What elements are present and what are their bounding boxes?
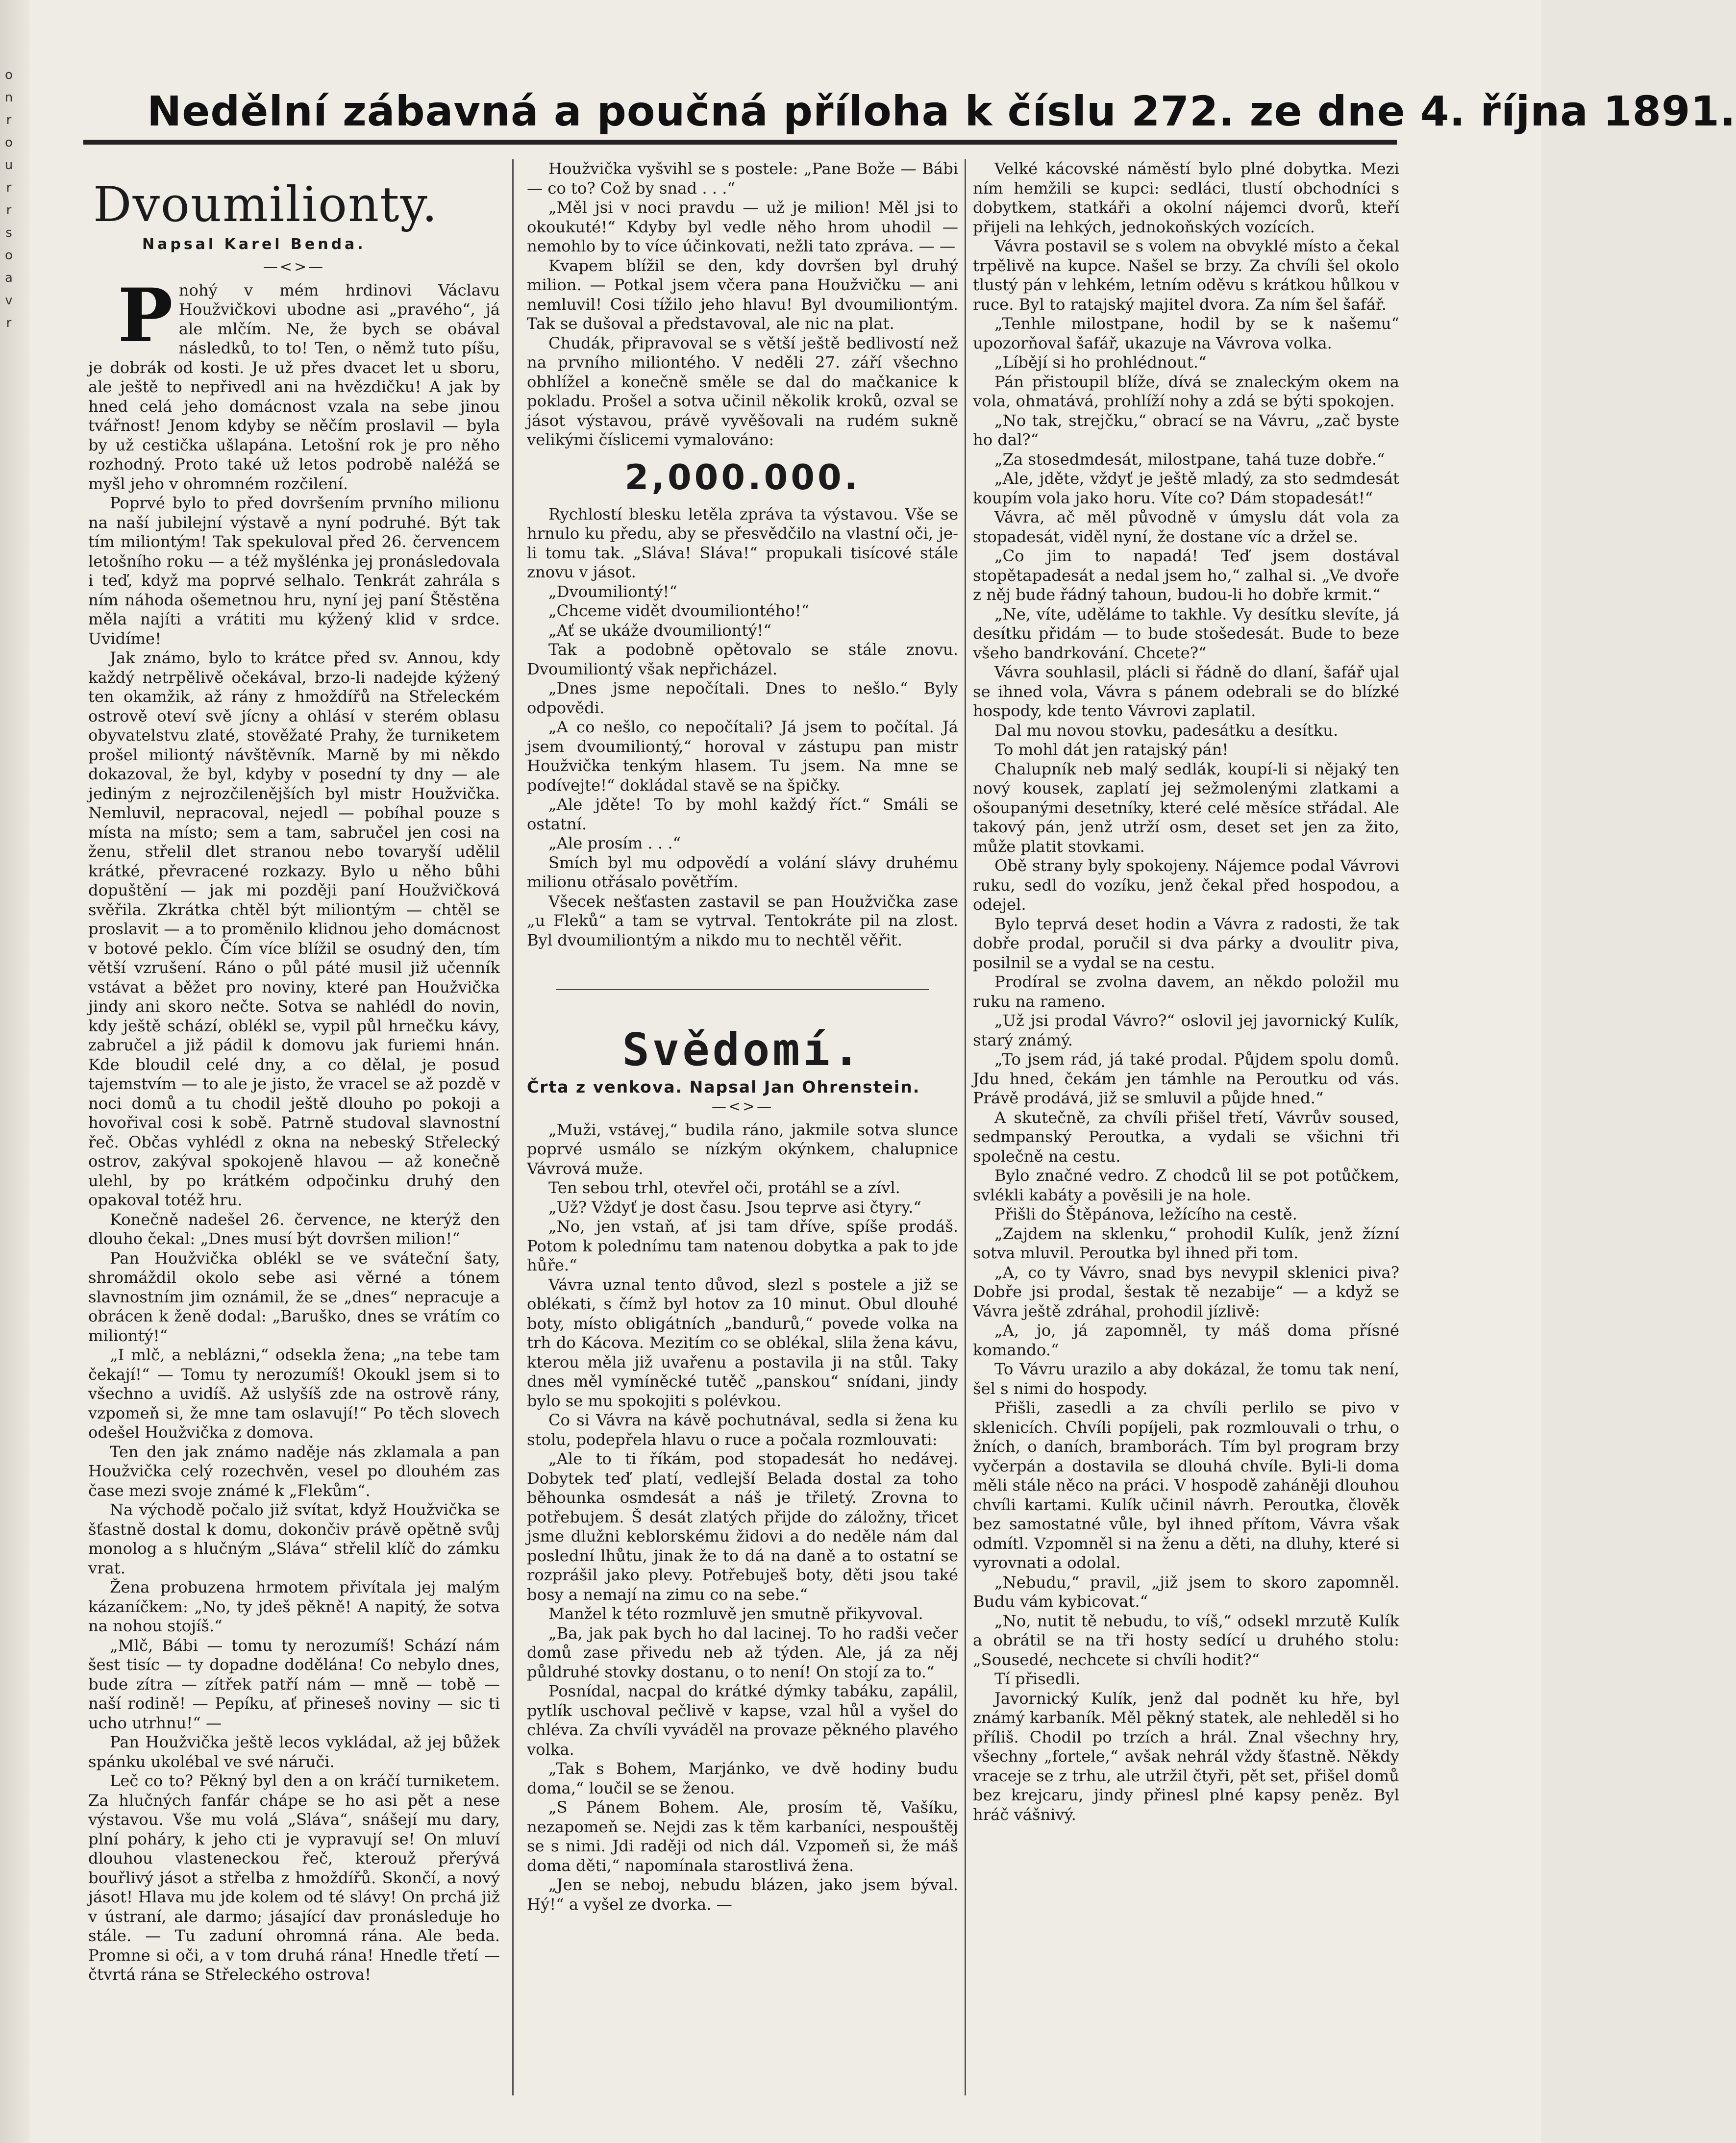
edge-marks: [2, 64, 16, 334]
story-title: Svědomí.: [622, 1023, 863, 1076]
edge-mark: r: [6, 203, 12, 218]
paragraph: Smích byl mu odpovědí a volání slávy druhému milionu otřásalo povětřím.: [527, 853, 958, 891]
paragraph: „Už jsi prodal Vávro?“ oslovil jej javornický Kulík, starý známý.: [973, 1011, 1399, 1049]
paragraph: Co si Vávra na kávě pochutnával, sedla si žena ku stolu, podepřela hlavu o ruce a počala rozmlouvati:: [527, 1411, 958, 1449]
paragraph: Pan Houžvička oblékl se ve sváteční šaty, shromáždil okolo sebe asi věrné a tónem slavnostním jim oznámil, že se „dnes“ nepracuje a obrácen k ženě dodal: „Baruško, dnes se vrátím co miliontý!“: [88, 1248, 500, 1345]
paragraph: Prodíral se zvolna davem, an někdo položil mu ruku na rameno.: [973, 972, 1399, 1011]
paragraph: Vávra souhlasil, plácli si řádně do dlaní, šafář ujal se ihned vola, Vávra s pánem odebrali se do blízké hospody, kde tento Vávrovi zaplatil.: [973, 663, 1399, 720]
paragraph: Všecek nešťasten zastavil se pan Houžvička zase „u Fleků“ a tam se vytrval. Tentokráte pil na zlost. Byl dvoumiliontým a nikdo mu to nechtěl věřit.: [527, 892, 958, 949]
page-edge-strip: [0, 0, 29, 2143]
paragraph: „Ale prosím . . .“: [548, 834, 681, 852]
paragraph: „Dvoumiliontý!“: [548, 582, 677, 601]
paragraph: Přišli, zasedli a za chvíli perlilo se pivo v sklenicích. Chvíli popíjeli, pak rozmlouvali o trhu, o žních, o daních, bramborách. Tím byl program brzy vyčerpán a dostavila se dlouhá chvíle. Byli-li doma měli stále něco na práci. V hospodě zaháněji dlouhou chvíli kartami. Kulík učinil návrh. Peroutka, člověk bez samostatné vůle, byl ihned přítom, Vávra však odmítl. Vzpomněl si na ženu a děti, na dluhy, které si vyrovnati a odolal.: [973, 1398, 1399, 1572]
paragraph: „Co jim to napadá! Teď jsem dostával stopětapadesát a nedal jsem ho,“ zalhal si. „Ve dvoře z něj bude řádný tahoun, budou-li ho dobře krmit.“: [973, 547, 1399, 604]
paragraph: Rychlostí blesku letěla zpráva ta výstavou. Vše se hrnulo ku předu, aby se přesvědčilo na vlastní oči, je-li tomu tak. „Sláva! Sláva!“ propukali tisícové stále znovu v jásot.: [527, 504, 958, 581]
paragraph: „A co nešlo, co nepočítali? Já jsem to počítal. Já jsem dvoumiliontý,“ horoval v zástupu pan mistr Houžvička tenkým hlasem. Tu jsem. Na mne se podívejte!“ dokládal stavě se na špičky.: [527, 718, 958, 795]
edge-mark: o: [5, 135, 13, 150]
ornament-divider: —<>—: [263, 258, 325, 275]
paragraph: „To jsem rád, já také prodal. Půjdem spolu domů. Jdu hned, čekám jen támhle na Peroutku od vás. Právě prodává, již se smluvil a půjde hned.“: [973, 1050, 1399, 1107]
paragraph: Ten den jak známo naděje nás zklamala a pan Houžvička celý rozechvěn, vesel po dlouhém zas čase mezi svoje známé k „Flekům“.: [88, 1442, 500, 1500]
paragraph: „Ale jděte! To by mohl každý říct.“ Smáli se ostatní.: [527, 795, 958, 833]
paragraph: „Zajdem na sklenku,“ prohodil Kulík, jenž žízní sotva mluvil. Peroutka byl ihned při tom.: [973, 1224, 1399, 1262]
paragraph: Javornický Kulík, jenž dal podnět ku hře, byl známý karbaník. Měl pěkný statek, ale nehleděl si ho příliš. Chodil po trzích a hrál. Znal všechny hry, všechny „fortele,“ avšak nehrál vždy šťastně. Někdy vraceje se z trhu, ale utržil čtyři, pět set, přišel domů bez krejcaru, jindy přinesl plné kapsy peněz. Byl hráč vášnivý.: [973, 1689, 1399, 1824]
paragraph: Poprvé bylo to před dovršením prvního milionu na naší jubilejní výstavě a nyní podruhé. Být tak tím miliontým! Tak spekuloval před 26. červencem letošního roku — a též myšlénka jej pronásledovala i teď, když ma poprvé selhalo. Tenkrát zahrála s ním náhoda ošemetnou hru, nyní jej paní Štěstěna měla najíti a vrátiti mu kýžený klid v srdce. Uvidíme!: [88, 494, 500, 648]
column-3: [973, 159, 1399, 2110]
drop-cap: P: [118, 272, 173, 359]
paragraph: „Za stosedmdesát, milostpane, tahá tuze dobře.“: [994, 449, 1385, 469]
paragraph: „No, jen vstaň, ať jsi tam dříve, spíše prodáš. Potom k polednímu tam natenou dobytka a pak to jde hůře.“: [527, 1217, 958, 1274]
headline-number: 2,000.000.: [624, 457, 861, 498]
paragraph: Vávra postavil se s volem na obvyklé místo a čekal trpělivě na kupce. Našel se brzy. Za chvíli šel okolo tlustý pán v lehkém, letním oděvu s krátkou hůlkou v ruce. Byl to ratajský majitel dvora. Za ním šel šafář.: [973, 237, 1399, 314]
paragraph: „Ne, víte, uděláme to takhle. Vy desítku slevíte, já desítku přidám — to bude stošedesát. Bude to beze všeho bandrkování. Chcete?“: [973, 604, 1399, 662]
masthead-title: Nedělní zábavná a poučná příloha k číslu 272. ze dne 4. října 1891.: [147, 87, 1736, 135]
paragraph: „Ba, jak pak bych ho dal lacinej. To ho radši večer domů zase přivedu neb až týden. Ale, já za něj půldruhé stovky dostanu, o to není! On stojí za to.“: [527, 1623, 958, 1681]
paragraph: „Jen se neboj, nebudu blázen, jako jsem býval. Hý!“ a vyšel ze dvorka. —: [527, 1875, 958, 1914]
paragraph: Chudák, připravoval se s větší ještě bedlivostí než na prvního miliontého. V neděli 27. září všechno obhlížel a konečně směle se dal do mačkanice k pokladu. Prošel a sotva učinil několik kroků, ozval se jásot výstavou, právě vyvěšovali na rudém sukně velikými číslicemi vymalováno:: [527, 333, 958, 449]
story-separator: [556, 989, 929, 990]
paragraph: Vávra, ač měl původně v úmyslu dát vola za stopadesát, viděl nyní, že dostane víc a držel se.: [973, 508, 1399, 546]
paragraph: Pán přistoupil blíže, dívá se znaleckým okem na vola, ohmatává, prohlíží nohy a zdá se býti spokojen.: [973, 372, 1399, 410]
paragraph: „A, jo, já zapomněl, ty máš doma přísné komando.“: [973, 1321, 1399, 1359]
paragraph: Přišli do Štěpánova, ležícího na cestě.: [994, 1205, 1297, 1223]
paragraph: Dal mu novou stovku, padesátku a desítku.: [994, 721, 1339, 740]
paragraph: „I mlč, a neblázni,“ odsekla žena; „na tebe tam čekají!“ — Tomu ty nerozumíš! Okoukl jsem si to všechno a uvidíš. Až uslyšíš zde na ostrově rány, vzpomeň si, že mne tam oslavují!“ Po těch slovech odešel Houžvička z domova.: [88, 1346, 500, 1442]
edge-mark: r: [6, 113, 12, 127]
paragraph: „Tenhle milostpane, hodil by se k našemu“ upozorňoval šafář, ukazuje na Vávrova volka.: [973, 314, 1399, 352]
paragraph: To mohl dát jen ratajský pán!: [994, 740, 1229, 759]
edge-mark: v: [5, 293, 13, 308]
paragraph: Ten sebou trhl, otevřel oči, protáhl se a zívl.: [548, 1178, 900, 1197]
paragraph: Posnídal, nacpal do krátké dýmky tabáku, zapálil, pytlík uschoval pečlivě v kapse, vzal hůl a vyšel do chléva. Za chvíli vyváděl na provaze pěkného plavého volka.: [527, 1682, 958, 1759]
edge-mark: o: [5, 68, 13, 82]
paragraph: A skutečně, za chvíli přišel třetí, Vávrův soused, sedmpanský Peroutka, a vydali se všichni tři společně na cestu.: [973, 1108, 1399, 1166]
column-divider: [512, 159, 514, 2095]
paragraph: „Už? Vždyť je dost času. Jsou teprve asi čtyry.“: [548, 1197, 921, 1217]
edge-mark: o: [5, 248, 13, 263]
paragraph: „Dnes jsme nepočítali. Dnes to nešlo.“ Byly odpovědi.: [527, 679, 958, 717]
paragraph: „Chceme vidět dvoumiliontého!“: [548, 601, 810, 620]
paragraph: „Měl jsi v noci pravdu — už je milion! Měl jsi to okoukuté!“ Kdyby byl vedle něho hrom uhodil — nemohlo by to více účinkovati, nežli tato zpráva. — —: [527, 198, 958, 255]
paragraph: Chalupník neb malý sedlák, koupí-li si nějaký ten nový kousek, zaplatí jej sežmolenými zlatkami a ošoupanými desetníky, které celé měsíce střádal. Ale takový pán, jenž utrží osm, deset set jen za žito, může platit stovkami.: [973, 759, 1399, 856]
edge-mark: r: [6, 180, 12, 195]
paragraph: Konečně nadešel 26. července, ne kterýž den dlouho čekal: „Dnes musí být dovršen milion!“: [88, 1210, 500, 1248]
paragraph: Kvapem blížil se den, kdy dovršen byl druhý milion. — Potkal jsem včera pana Houžvičku — ani nemluvil! Cosi tížilo jeho hlavu! Byl dvoumiliontým. Tak se dušoval a představoval, ale nic na plat.: [527, 256, 958, 333]
paragraph: „Muži, vstávej,“ budila ráno, jakmile sotva slunce poprvé usmálo se nízkým okýnkem, chalupnice Vávrová muže.: [527, 1120, 958, 1178]
paragraph: Tak a podobně opětovalo se stále znovu. Dvoumiliontý však nepřicházel.: [527, 640, 958, 678]
paragraph: Jak známo, bylo to krátce před sv. Annou, kdy každý netrpělivě očekával, brzo-li nadejde kýžený ten okamžik, až rány z hmoždířů na Střeleckém ostrově oteví svě jícny a ohlásí v sterém oblasu obyvatelstvu zlaté, stověžaté Prahy, že turniketem prošel miliontý návštěvník. Marně by mi někdo dokazoval, že byl, kdyby v posední ty dny — ale jediným z nejrozčilenějších byl mistr Houžvička. Nemluvil, nepracoval, nejedl — pobíhal pouze s místa na místo; sem a tam, sabručel jen cosi na ženu, střelil dlet stranou nebo tovaryší udělil krátké, převracené rozkazy. Bylo u něho bůhi dopuštění — jak mi později paní Houžvičková svěřila. Zkrátka chtěl být miliontým — chtěl se proslavit — a to proměnilo klidnou jeho domácnost v botové peklo. Čím více blížil se osudný den, tím větší vzrušení. Ráno o půl páté musil již učenník vstávat a běžet pro noviny, které pan Houžvička jindy ani skoro nečte. Sotva se nahlédl do novin, kdy ještě schází, oblékl se, vypil půl hrnečku kávy, zabručel a již pádil k domovu jak furiemi hnán. Kde bloudil celé dny, a co dělal, je posud tajemstvím — to ale je jisto, že vracel se až pozdě v noci domů a tu chodil ještě dlouho po pokoji a hovořival cosi k sobě. Patrně studoval slavnostní řeč. Občas vyhlédl z okna na nebeský Střelecký ostrov, zakýval spokojeně hlavou — až konečně ulehl, by po krátkém odpočinku druhý den opakoval totéž hru.: [88, 648, 500, 1209]
paragraph: Obě strany byly spokojeny. Nájemce podal Vávrovi ruku, sedl do vozíku, jenž čekal před hospodou, a odejel.: [973, 856, 1399, 914]
paragraph: Velké kácovské náměstí bylo plné dobytka. Mezi ním hemžili se kupci: sedláci, tlustí obchodníci s dobytkem, statkáři a okolní nájemci dvorů, kteří přijeli na lehkých, jednokoňských vozících.: [973, 159, 1399, 236]
paragraph: „No tak, strejčku,“ obrací se na Vávru, „zač byste ho dal?“: [973, 411, 1399, 449]
column-divider: [965, 159, 966, 2095]
column-2: [527, 159, 958, 2110]
edge-mark: r: [6, 316, 12, 330]
paragraph: Bylo teprvá deset hodin a Vávra z radosti, že tak dobře prodal, poručil si dva párky a dvoulitr piva, posilnil se a vydal se na cestu.: [973, 914, 1399, 972]
paragraph: „Ale, jděte, vždyť je ještě mladý, za sto sedmdesát koupím vola jako horu. Víte co? Dám stopadesát!“: [973, 469, 1399, 507]
paragraph: Houžvička vyšvihl se s postele: „Pane Bože — Bábi — co to? Což by snad . . .“: [527, 159, 958, 198]
paragraph: Tí přisedli.: [994, 1670, 1081, 1688]
paragraph: Žena probuzena hrmotem přivítala jej malým kázaníčkem: „No, ty jdeš pěkně! A napitý, že sotva na nohou stojíš.“: [88, 1578, 500, 1635]
column-1: [88, 159, 500, 2110]
paragraph: Vávra uznal tento důvod, slezl s postele a již se oblékati, s čímž byl hotov za 10 minut. Obul dlouhé boty, místo obligátních „bandurů,“ povede volka na trh do Kácova. Mezitím co se oblékal, slila žena kávu, kterou měla již uvařenu a postavila ji na stůl. Taky dnes měl vymíněcké tutěč „panskou“ snídani, jindy bylo se mu spokojiti s polévkou.: [527, 1275, 958, 1410]
paragraph: Leč co to? Pěkný byl den a on kráčí turniketem. Za hlučných fanfár chápe se ho asi pět a nese výstavou. Vše mu volá „Sláva“, snášejí mu dary, plní poháry, k jeho cti je vypravují se! On mluví dlouhou vlasteneckou řeč, kterouž přerývá bouřlivý jásot a střelba z hmoždířů. Skončí, a nový jásot! Hlava mu jde kolem od té slávy! On prchá již v ústraní, ale darmo; jásající dav pronásleduje ho stále. — Tu zaduní ohromná rána. Ale beda. Promne si oči, a v tom druhá rána! Hnedle třetí — čtvrtá rána se Střeleckého ostrova!: [88, 1771, 500, 1984]
paragraph: To Vávru urazilo a aby dokázal, že tomu tak není, šel s nimi do hospody.: [973, 1360, 1399, 1398]
paragraph: Na východě počalo již svítat, když Houžvička se šťastně dostal k domu, dokončiv právě opětně svůj monolog a s hlučným „Sláva“ střelil klíč do zámku vrat.: [88, 1500, 500, 1577]
masthead-rule: [83, 140, 1397, 145]
paragraph: „A, co ty Vávro, snad bys nevypil sklenici piva? Dobře jsi prodal, šestak tě nezabije“ — a když se Vávra ještě zdráhal, prohodil jízlivě:: [973, 1263, 1399, 1321]
paragraph: „Líbějí si ho prohlédnout.“: [994, 353, 1207, 372]
paragraph: „Ale to ti říkám, pod stopadesát ho nedávej. Dobytek teď platí, vedlejší Belada dostal za toho běhounka osmdesát a náš je třiletý. Zrovna to potřebujem. Š desát zlatých přijde do záložny, třicet jsme dlužni keblorskému židovi a do neděle nám dal poslední lhůtu, jinak že to dá na daně a to ostatní se rozprášil jako plevy. Potřebuješ boty, děti jsou také bosy a nemají na zimu co na sebe.“: [527, 1449, 958, 1604]
paragraph: nohý v mém hrdinovi Václavu Houžvičkovi ubodne asi „pravého“, já ale mlčím. Ne, že bych se obával následků, to to! Ten, o němž tuto píšu, je dobrák od kosti. Je už přes dvacet let u sboru, ale ještě to nepřivedl ani na hvězdičku! A jak by hned celá jeho domácnost vzala na sebe jinou tvářnost! Jenom kdyby se něčím proslavil — byla by už cestička ušlapána. Letošní rok je pro něho rozhodný. Proto také už letos podrobě naléžá se myšl jeho v ohromném rozčilení.: [88, 280, 500, 493]
ornament-divider: —<>—: [711, 1097, 774, 1115]
paragraph: Manžel k této rozmluvě jen smutně přikyvoval.: [548, 1604, 923, 1623]
paragraph: „Nebudu,“ pravil, „již jsem to skoro zapomněl. Budu vám kybicovat.“: [973, 1572, 1399, 1611]
paragraph: „S Pánem Bohem. Ale, prosím tě, Vašíku, nezapomeň se. Nejdi zas k těm karbaníci, nespouštěj se s nimi. Jdi raději od nich dál. Vzpomeň si, že máš doma děti,“ napomínala starostlivá žena.: [527, 1798, 958, 1875]
story-byline: Napsal Karel Benda.: [142, 236, 366, 253]
edge-mark: u: [4, 158, 13, 173]
edge-mark: s: [5, 225, 12, 240]
paragraph: „Mlč, Bábi — tomu ty nerozumíš! Schází nám šest tisíc — ty dopadne dodělána! Co nebylo dnes, bude zítra — zítřek patří nám — mně — tobě — naší rodině! — Pepíku, ať přineseš noviny — sic ti ucho utrhnu!“ —: [88, 1636, 500, 1732]
story-byline: Črta z venkova. Napsal Jan Ohrenstein.: [527, 1077, 920, 1096]
paragraph: Pan Houžvička ještě lecos vykládal, až jej bůžek spánku ukolébal ve své náruči.: [88, 1733, 500, 1771]
paragraph: „No, nutit tě nebudu, to víš,“ odsekl mrzutě Kulík a obrátil se na tři hosty sedící u druhého stolu: „Sousedé, nechcete si chvíli hodit?“: [973, 1611, 1399, 1669]
edge-mark: n: [4, 90, 13, 105]
paragraph: „Tak s Bohem, Marjánko, ve dvě hodiny budu doma,“ loučil se se ženou.: [527, 1759, 958, 1797]
paragraph: „Ať se ukáže dvoumiliontý!“: [548, 621, 771, 640]
story-title: Dvoumilionty.: [93, 177, 439, 233]
edge-mark: a: [5, 271, 13, 285]
paragraph: Bylo značné vedro. Z chodců lil se pot potůčkem, svlékli kabáty a pověsili je na hole.: [973, 1166, 1399, 1204]
